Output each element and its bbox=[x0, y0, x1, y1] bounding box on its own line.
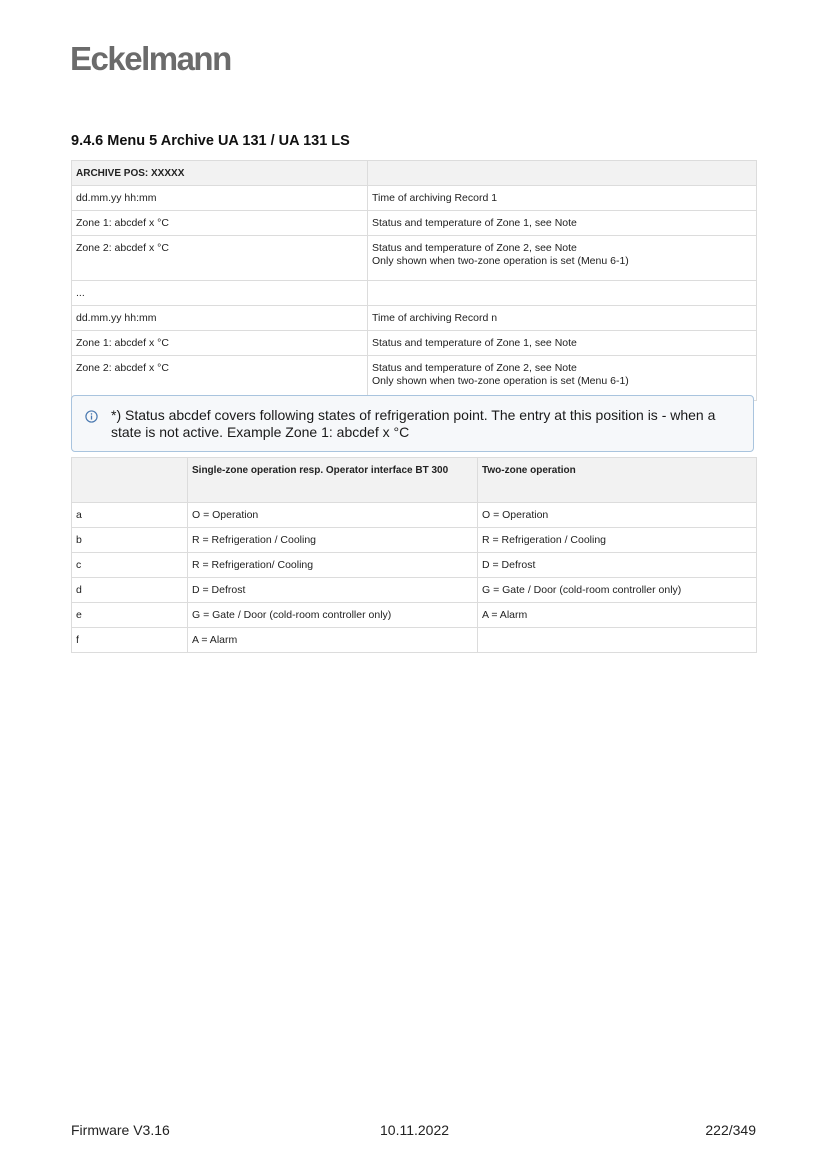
archive-display-text: Zone 1: abcdef x °C bbox=[72, 211, 368, 236]
single-zone-state: R = Refrigeration / Cooling bbox=[188, 528, 478, 553]
single-zone-state: G = Gate / Door (cold-room controller only) bbox=[188, 603, 478, 628]
table-row bbox=[72, 281, 757, 306]
single-zone-state: D = Defrost bbox=[188, 578, 478, 603]
states-table bbox=[71, 457, 757, 653]
archive-display-text: dd.mm.yy hh:mm bbox=[72, 186, 368, 211]
two-zone-state: O = Operation bbox=[478, 503, 757, 528]
archive-description-line: Status and temperature of Zone 2, see Note bbox=[372, 242, 577, 254]
archive-description bbox=[368, 281, 757, 306]
table-row bbox=[72, 628, 757, 653]
info-icon bbox=[85, 410, 98, 423]
archive-description bbox=[368, 236, 757, 281]
footer-page-number: 222/349 bbox=[705, 1122, 756, 1138]
two-zone-state: A = Alarm bbox=[478, 603, 757, 628]
states-table-header-row bbox=[72, 458, 757, 503]
archive-description bbox=[368, 356, 757, 401]
archive-description: Status and temperature of Zone 1, see Note bbox=[368, 211, 757, 236]
footer-date: 10.11.2022 bbox=[380, 1122, 450, 1138]
table-row bbox=[72, 236, 757, 281]
archive-table-header-row bbox=[72, 161, 757, 186]
two-zone-state: R = Refrigeration / Cooling bbox=[478, 528, 757, 553]
states-table-header-cell bbox=[72, 458, 188, 503]
single-zone-state: R = Refrigeration/ Cooling bbox=[188, 553, 478, 578]
table-row bbox=[72, 578, 757, 603]
footer-firmware: Firmware V3.16 bbox=[71, 1122, 170, 1138]
single-zone-state: O = Operation bbox=[188, 503, 478, 528]
states-table-header-cell: Two-zone operation bbox=[478, 458, 757, 503]
info-note bbox=[71, 395, 754, 452]
archive-description-line: Only shown when two-zone operation is set (Menu 6-1) bbox=[372, 375, 629, 387]
state-letter: b bbox=[72, 528, 188, 553]
archive-display-text: Zone 2: abcdef x °C bbox=[72, 236, 368, 281]
table-row bbox=[72, 503, 757, 528]
table-row bbox=[72, 306, 757, 331]
table-row bbox=[72, 331, 757, 356]
archive-description: Time of archiving Record n bbox=[368, 306, 757, 331]
archive-description: Time of archiving Record 1 bbox=[368, 186, 757, 211]
archive-display-text: Zone 2: abcdef x °C bbox=[72, 356, 368, 401]
single-zone-state: A = Alarm bbox=[188, 628, 478, 653]
archive-table bbox=[71, 160, 757, 401]
table-row bbox=[72, 211, 757, 236]
note-text: *) Status abcdef covers following states of refrigeration point. The entry at this position is - when a state is not active. Example Zone 1: abcdef x °C bbox=[111, 407, 716, 440]
state-letter: e bbox=[72, 603, 188, 628]
state-letter: a bbox=[72, 503, 188, 528]
table-row bbox=[72, 356, 757, 401]
states-table-header-cell: Single-zone operation resp. Operator interface BT 300 bbox=[188, 458, 478, 503]
archive-table-header-cell: ARCHIVE POS: XXXXX bbox=[72, 161, 368, 186]
archive-display-text: Zone 1: abcdef x °C bbox=[72, 331, 368, 356]
section-heading: 9.4.6 Menu 5 Archive UA 131 / UA 131 LS bbox=[71, 133, 350, 149]
archive-description: Status and temperature of Zone 1, see Note bbox=[368, 331, 757, 356]
archive-description-line: Status and temperature of Zone 2, see Note bbox=[372, 362, 577, 374]
table-row bbox=[72, 528, 757, 553]
table-row bbox=[72, 186, 757, 211]
state-letter: f bbox=[72, 628, 188, 653]
archive-display-text: ... bbox=[72, 281, 368, 306]
archive-display-text: dd.mm.yy hh:mm bbox=[72, 306, 368, 331]
state-letter: d bbox=[72, 578, 188, 603]
table-row bbox=[72, 603, 757, 628]
archive-description-line: Only shown when two-zone operation is set (Menu 6-1) bbox=[372, 255, 629, 267]
two-zone-state: D = Defrost bbox=[478, 553, 757, 578]
two-zone-state: G = Gate / Door (cold-room controller only) bbox=[478, 578, 757, 603]
table-row bbox=[72, 553, 757, 578]
archive-table-header-cell bbox=[368, 161, 757, 186]
state-letter: c bbox=[72, 553, 188, 578]
two-zone-state bbox=[478, 628, 757, 653]
company-logo: Eckelmann bbox=[70, 40, 231, 77]
